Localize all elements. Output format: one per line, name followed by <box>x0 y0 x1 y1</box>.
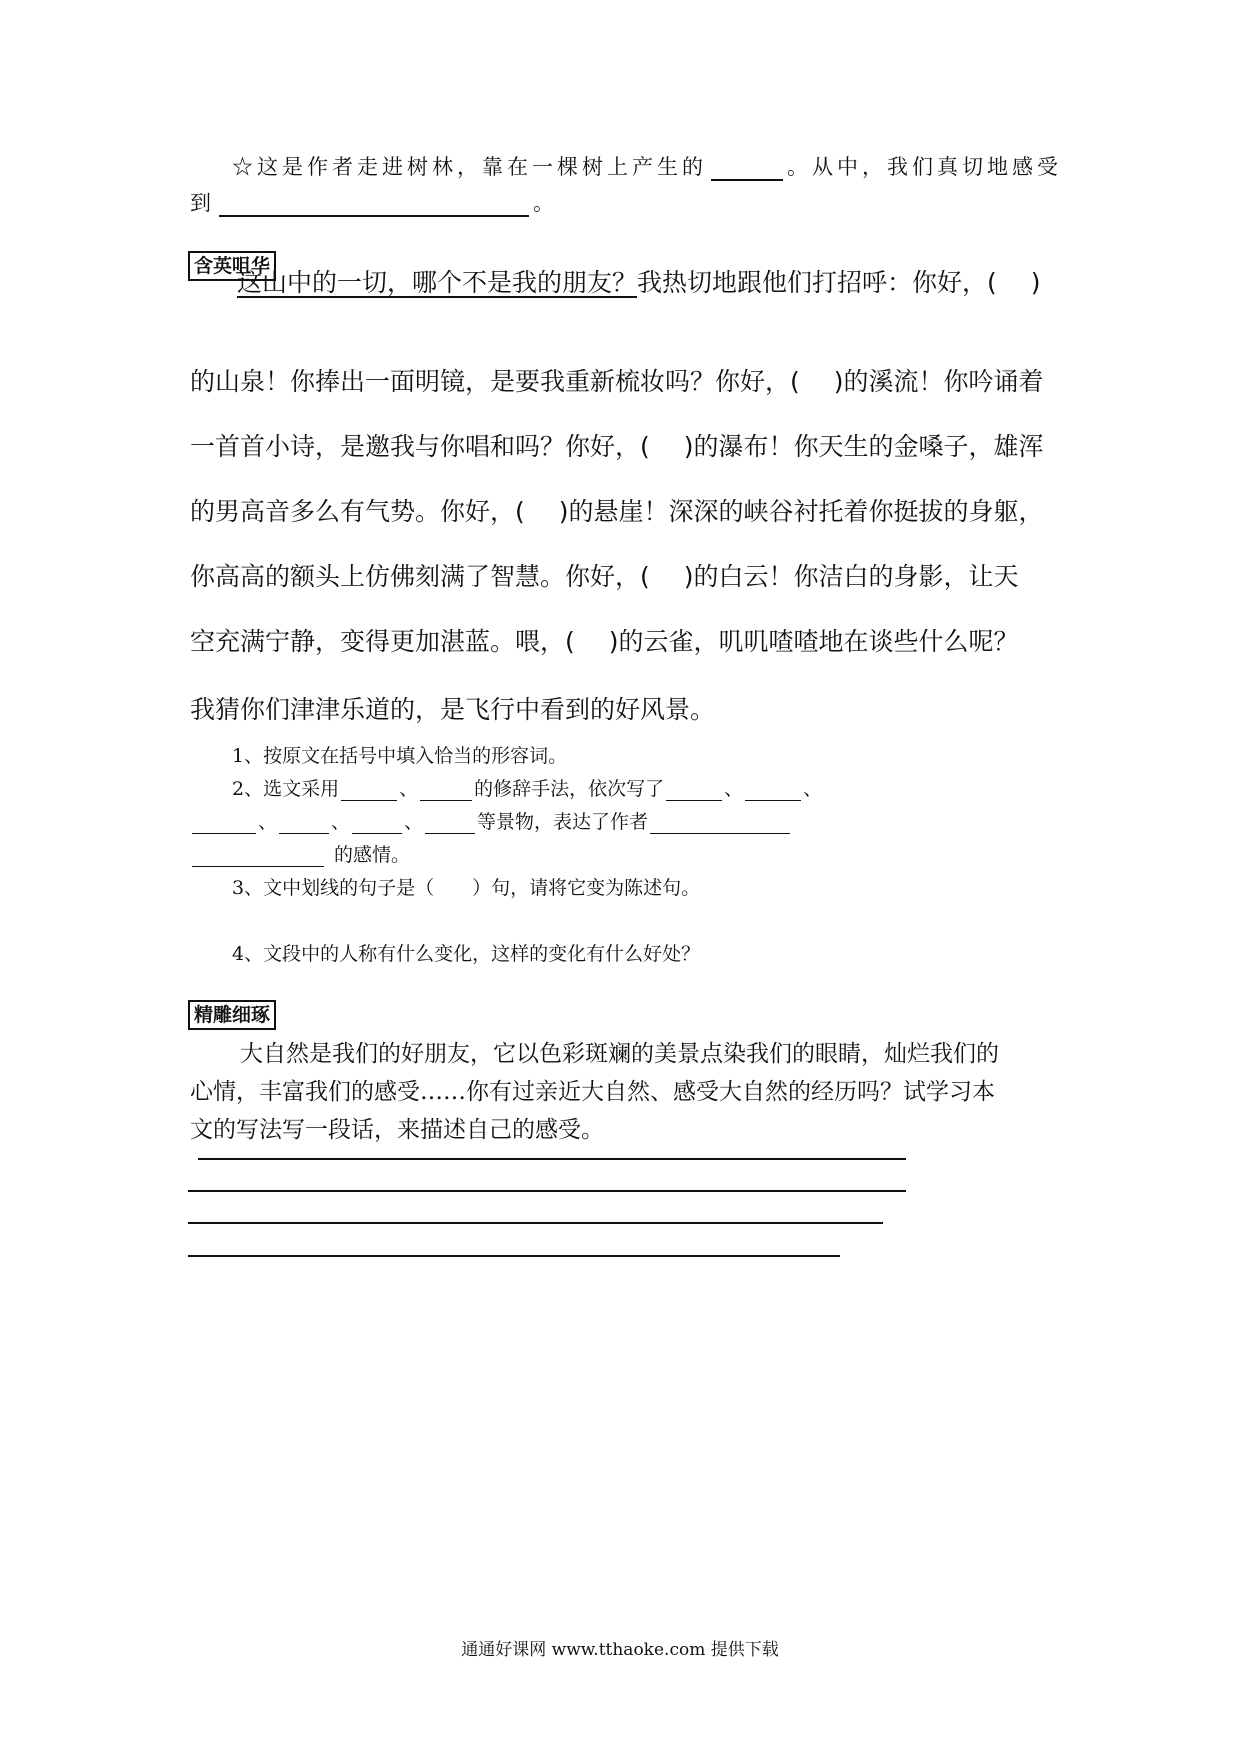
passage-text: 的山泉！你捧出一面明镜，是要我重新梳妆吗？你好，( <box>190 367 800 396</box>
answer-blank[interactable] <box>650 813 790 834</box>
answer-blank[interactable] <box>192 846 324 867</box>
answer-blank[interactable] <box>711 157 783 181</box>
passage-line-3 <box>190 432 1070 462</box>
answer-blank[interactable] <box>425 813 475 834</box>
underlined-sentence: 这山中的一切，哪个不是我的朋友？ <box>237 268 638 297</box>
question-2-line-3 <box>190 843 410 867</box>
intro-text-c: 到 <box>190 191 215 215</box>
answer-blank[interactable] <box>192 813 256 834</box>
passage-text: )的白云！你洁白的身影，让天 <box>683 562 1019 591</box>
passage-line-2 <box>190 367 1070 397</box>
section-heading-jingdiao: 精雕细琢 <box>188 1000 276 1030</box>
intro-text-a: ☆这是作者走进树林，靠在一棵树上产生的 <box>232 155 707 179</box>
passage-text: )的悬崖！深深的峡谷衬托着你挺拔的身躯， <box>558 497 1044 526</box>
section-heading-hanying: 含英咀华 <box>188 251 276 281</box>
passage-text: )的瀑布！你天生的金嗓子，雄浑 <box>683 432 1044 461</box>
passage-text: )的云雀，叽叽喳喳地在谈些什么呢？ <box>608 627 1019 656</box>
intro-text-b: 。从中，我们真切地感受 <box>787 155 1062 179</box>
intro-line-2 <box>190 187 1070 217</box>
question-2-line-1 <box>232 777 822 801</box>
question-2-line-2 <box>190 810 792 834</box>
answer-blank[interactable] <box>341 780 397 801</box>
answer-blank[interactable] <box>420 780 472 801</box>
passage-text: 我热切地跟他们打招呼：你好，( <box>637 268 997 297</box>
prompt-text: 大自然是我们的好朋友，它以色彩斑斓的美景点染我们的眼睛，灿烂我们的 <box>240 1041 999 1067</box>
answer-blank[interactable] <box>279 813 329 834</box>
answer-blank[interactable] <box>352 813 402 834</box>
separator: 、 <box>258 811 278 833</box>
separator: 、 <box>803 778 823 800</box>
writing-line[interactable] <box>198 1158 906 1160</box>
separator: 、 <box>404 811 424 833</box>
question-text: 等景物，表达了作者 <box>477 811 649 833</box>
intro-line-1 <box>232 151 1112 181</box>
intro-text-d: 。 <box>533 191 558 215</box>
passage-line-7: 我猜你们津津乐道的，是飞行中看到的好风景。 <box>190 695 716 724</box>
question-text: 的修辞手法，依次写了 <box>474 778 665 800</box>
passage-line-4 <box>190 497 1070 527</box>
passage-text: 一首首小诗，是邀我与你唱和吗？你好，( <box>190 432 650 461</box>
passage-line-6 <box>190 627 1070 657</box>
writing-prompt <box>190 1035 1070 1149</box>
answer-blank[interactable] <box>745 780 801 801</box>
writing-line[interactable] <box>188 1222 883 1224</box>
passage-text: )的溪流！你吟诵着 <box>833 367 1044 396</box>
separator: 、 <box>399 778 419 800</box>
prompt-line-1 <box>190 1035 1070 1073</box>
question-3: 3、文中划线的句子是（ ）句，请将它变为陈述句。 <box>232 877 701 899</box>
prompt-line-2: 心情，丰富我们的感受……你有过亲近大自然、感受大自然的经历吗？试学习本 <box>190 1079 995 1105</box>
question-4: 4、文段中的人称有什么变化，这样的变化有什么好处？ <box>232 943 701 965</box>
question-text: 2、选文采用 <box>232 778 340 800</box>
passage-text: 的男高音多么有气势。你好，( <box>190 497 525 526</box>
passage-text: 空充满宁静，变得更加湛蓝。喂，( <box>190 627 575 656</box>
separator: 、 <box>724 778 744 800</box>
passage-line-1 <box>237 268 1117 298</box>
prompt-line-3: 文的写法写一段话，来描述自己的感受。 <box>190 1117 604 1143</box>
question-1: 1、按原文在括号中填入恰当的形容词。 <box>232 745 568 767</box>
question-text: 的感情。 <box>334 844 411 866</box>
writing-line[interactable] <box>188 1190 906 1192</box>
passage-text: ) <box>1030 268 1041 297</box>
writing-line[interactable] <box>188 1255 840 1257</box>
answer-blank[interactable] <box>666 780 722 801</box>
passage-text: 你高高的额头上仿佛刻满了智慧。你好，( <box>190 562 650 591</box>
answer-blank[interactable] <box>219 193 529 217</box>
footer: 通通好课网 www.tthaoke.com 提供下载 <box>461 1640 779 1660</box>
passage-line-5 <box>190 562 1070 592</box>
separator: 、 <box>331 811 351 833</box>
